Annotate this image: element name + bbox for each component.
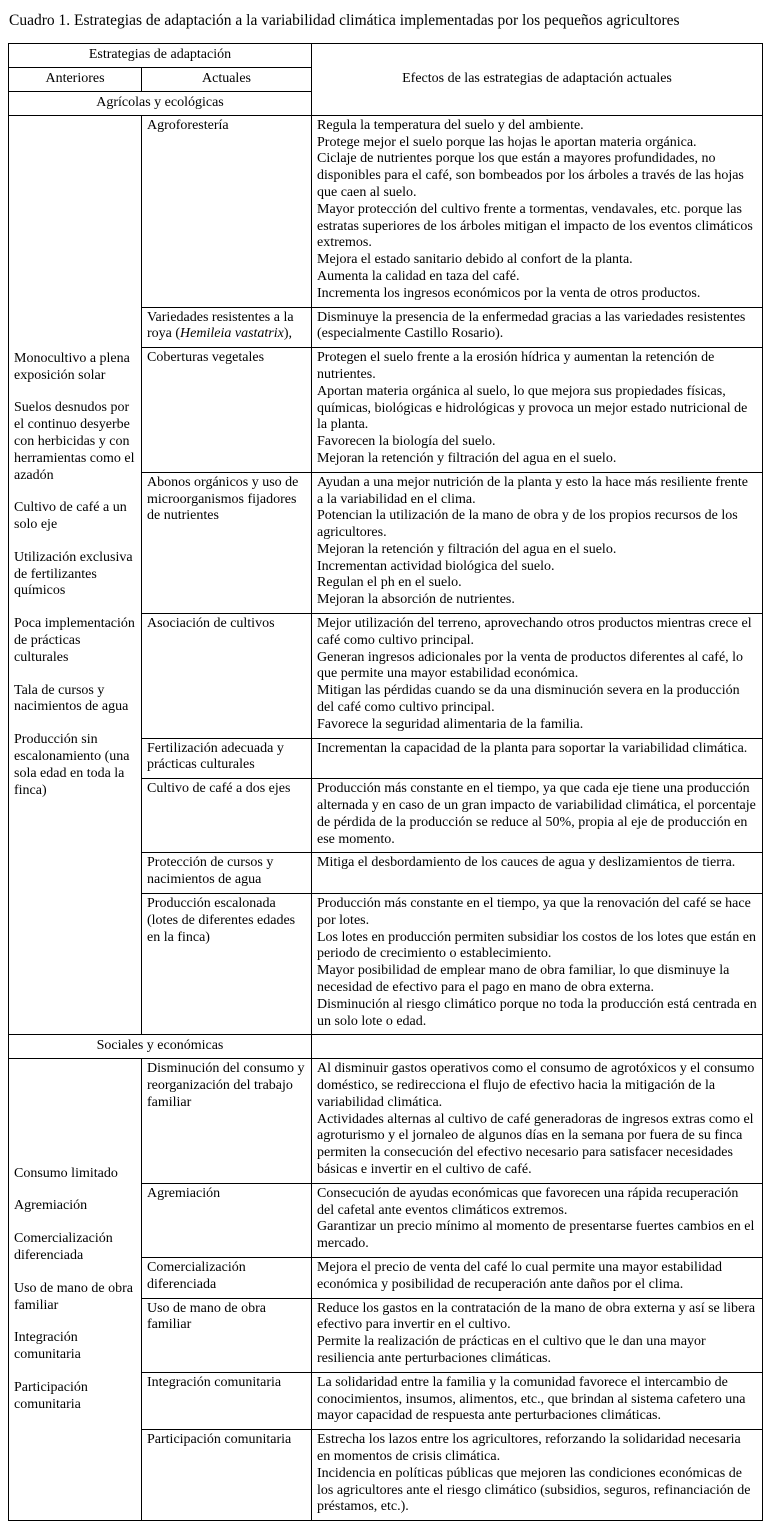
effect-line: Actividades alternas al cultivo de café generadoras de ingresos extras como el agroturismo y el jornaleo de algunos días en la semana por fuera de su finca permiten la consecución del efectivo necesario para satisfacer necesidades básicas e invertir en el cultivo de café.: [317, 1111, 754, 1177]
actual-strategy-cell: Agremiación: [142, 1183, 312, 1257]
previous-strategy-item: Utilización exclusiva de fertilizantes químicos: [14, 549, 133, 599]
actual-strategy-cell: Cultivo de café a dos ejes: [142, 779, 312, 853]
effect-line: Estrecha los lazos entre los agricultores, reforzando la solidaridad necesaria en momentos de crisis climática.: [317, 1432, 741, 1464]
effect-line: Mejoran la retención y filtración del agua en el suelo.: [317, 450, 617, 466]
effect-line: Mejoran la retención y filtración del agua en el suelo.: [317, 541, 617, 557]
effect-line: Mitiga el desbordamiento de los cauces de agua y deslizamientos de tierra.: [317, 855, 736, 871]
effects-cell: [312, 1257, 763, 1298]
empty-cell: [312, 1035, 763, 1059]
effects-cell: [312, 1059, 763, 1184]
table-caption: Cuadro 1. Estrategias de adaptación a la variabilidad climática implementadas por los pequeños agricultores: [9, 12, 680, 29]
effect-line: Mayor posibilidad de emplear mano de obra familiar, lo que disminuye la necesidad de efectivo para el pago en mano de obra externa.: [317, 963, 730, 996]
effects-cell: [312, 1372, 763, 1429]
effect-line: Al disminuir gastos operativos como el consumo de agrotóxicos y el consumo doméstico, se redirecciona el flujo de efectivo hacia la mitigación de la variabilidad climática.: [317, 1061, 755, 1110]
effect-line: Reduce los gastos en la contratación de la mano de obra externa y así se libera efectivo para invertir en el cultivo.: [317, 1300, 756, 1333]
actual-strategy-cell: Comercialización diferenciada: [142, 1257, 312, 1298]
effects-cell: [312, 614, 763, 739]
effect-line: Mejora el estado sanitario debido al confort de la planta.: [317, 252, 633, 268]
effects-cell: [312, 307, 763, 348]
section-header-row-sociales: [9, 1035, 763, 1059]
section-title-agricolas: Agrícolas y ecológicas: [9, 91, 312, 115]
previous-strategy-item: Consumo limitado: [14, 1165, 118, 1181]
previous-strategy-item: Agremiación: [14, 1198, 88, 1214]
header-strategies: Estrategias de adaptación: [9, 44, 312, 68]
header-row-strategies: [9, 44, 763, 68]
effect-line: Regula la temperatura del suelo y del ambiente.: [317, 117, 584, 133]
effect-line: Producción más constante en el tiempo, ya que cada eje tiene una producción alternada y en caso de un gran impacto de variabilidad climática, el porcentaje de pérdida de la producción se reduce al 50%, propia al eje de producción en ese momento.: [317, 781, 756, 847]
actual-strategy-text: Variedades resistentes a la roya (: [147, 309, 294, 342]
effect-line: Mayor protección del cultivo frente a tormentas, vendavales, etc. porque las estratas superiores de los árboles mitigan el impacto de los eventos climáticos extremos.: [317, 201, 753, 251]
previous-strategy-item: Poca implementación de prácticas culturales: [14, 616, 135, 665]
actual-strategy-cell: Abonos orgánicos y uso de microorganismos fijadores de nutrientes: [142, 472, 312, 613]
effects-cell: [312, 738, 763, 779]
effect-line: Favorecen la biología del suelo.: [317, 434, 496, 450]
actual-strategy-cell: Participación comunitaria: [142, 1430, 312, 1521]
effects-cell: [312, 853, 763, 894]
header-previous: Anteriores: [9, 68, 142, 92]
species-name: Hemileia vastatrix: [180, 326, 284, 342]
table-row: [9, 115, 763, 307]
effect-line: Regulan el ph en el suelo.: [317, 575, 462, 591]
previous-strategy-item: Uso de mano de obra familiar: [14, 1280, 133, 1313]
actual-strategy-text: ),: [283, 326, 293, 342]
effect-line: Potencian la utilización de la mano de obra y de los propios recursos de los agricultores.: [317, 508, 738, 541]
effects-cell: [312, 779, 763, 853]
actual-strategy-cell: Disminución del consumo y reorganización del trabajo familiar: [142, 1059, 312, 1184]
previous-strategy-item: Monocultivo a plena exposición solar: [14, 350, 130, 383]
effect-line: Mejor utilización del terreno, aprovechando otros productos mientras crece el café como cultivo principal.: [317, 616, 752, 648]
effect-line: Los lotes en producción permiten subsidiar los costos de los lotes que están en periodo de crecimiento o establecimiento.: [317, 929, 756, 962]
actual-strategy-cell: Asociación de cultivos: [142, 614, 312, 739]
previous-strategies-sociales: [9, 1059, 142, 1521]
effect-line: Incidencia en políticas públicas que mejoren las condiciones económicas de los agricultores ante el riesgo climático (subsidios, seguros, refinanciación de préstamos, etc.).: [317, 1465, 751, 1515]
previous-strategy-item: Comercialización diferenciada: [14, 1231, 113, 1264]
actual-strategy-cell: Fertilización adecuada y prácticas culturales: [142, 738, 312, 779]
header-current: Actuales: [142, 68, 312, 92]
effect-line: Incrementa los ingresos económicos por la venta de otros productos.: [317, 285, 701, 301]
effect-line: Ciclaje de nutrientes porque los que están a mayores profundidades, no disponibles para el café, son bombeados por los árboles a través de las hojas que caen al suelo.: [317, 151, 744, 200]
actual-strategy-cell: Integración comunitaria: [142, 1372, 312, 1429]
effect-line: Incrementan actividad biológica del suelo.: [317, 558, 555, 574]
effect-line: Permite la realización de prácticas en el cultivo que le dan una mayor resiliencia ante perturbaciones climáticas.: [317, 1334, 706, 1366]
effect-line: Mejora el precio de venta del café lo cual permite una mayor estabilidad económica y posibilidad de recuperación ante daños por el clima.: [317, 1259, 723, 1292]
previous-strategy-item: Tala de cursos y nacimientos de agua: [14, 682, 129, 715]
actual-strategy-cell: Protección de cursos y nacimientos de agua: [142, 853, 312, 894]
previous-strategies-agricolas: [9, 115, 142, 1035]
effects-cell: [312, 1298, 763, 1372]
effects-cell: [312, 348, 763, 473]
effects-cell: [312, 472, 763, 613]
effect-line: Garantizar un precio mínimo al momento de presentarse fuertes cambios en el mercado.: [317, 1219, 755, 1252]
effect-line: Producción más constante en el tiempo, ya que la renovación del café se hace por lotes.: [317, 896, 751, 928]
section-title-sociales: Sociales y económicas: [9, 1035, 312, 1059]
actual-strategy-cell: [142, 307, 312, 348]
effect-line: Consecución de ayudas económicas que favorecen una rápida recuperación del cafetal ante eventos climáticos extremos.: [317, 1185, 739, 1218]
effects-cell: [312, 1183, 763, 1257]
actual-strategy-cell: Uso de mano de obra familiar: [142, 1298, 312, 1372]
effect-line: Aportan materia orgánica al suelo, lo que mejora sus propiedades físicas, químicas, biológicas e hidrológicas y provoca un mejor estado nutricional de la planta.: [317, 383, 748, 433]
adaptation-strategies-table: [8, 43, 763, 1521]
effect-line: Aumenta la calidad en taza del café.: [317, 268, 520, 284]
actual-strategy-cell: Producción escalonada (lotes de diferentes edades en la finca): [142, 894, 312, 1035]
previous-strategy-item: Participación comunitaria: [14, 1380, 88, 1412]
actual-strategy-cell: Agroforestería: [142, 115, 312, 307]
previous-strategy-item: Suelos desnudos por el continuo desyerbe con herbicidas y con herramientas como el azadón: [14, 400, 135, 483]
table-row: [9, 1059, 763, 1184]
effect-line: Protegen el suelo frente a la erosión hídrica y aumentan la retención de nutrientes.: [317, 350, 715, 382]
effect-line: La solidaridad entre la familia y la comunidad favorece el intercambio de conocimientos, insumos, alimentos, etc., que brindan al sistema cafetero una mayor capacidad de respuesta ante perturbaciones climáticas.: [317, 1374, 746, 1424]
effect-line: Disminuye la presencia de la enfermedad gracias a las variedades resistentes (especialmente Castillo Rosario).: [317, 309, 746, 342]
effect-line: Protege mejor el suelo porque las hojas le aportan materia orgánica.: [317, 134, 697, 150]
effect-line: Mejoran la absorción de nutrientes.: [317, 592, 515, 608]
effect-line: Generan ingresos adicionales por la venta de productos diferentes al café, lo que permite una mayor estabilidad económica.: [317, 649, 744, 682]
previous-strategy-item: Cultivo de café a un solo eje: [14, 500, 127, 533]
effect-line: Incrementan la capacidad de la planta para soportar la variabilidad climática.: [317, 740, 748, 756]
actual-strategy-cell: Coberturas vegetales: [142, 348, 312, 473]
effect-line: Disminución al riesgo climático porque no toda la producción está centrada en un solo lote o edad.: [317, 996, 757, 1029]
effects-cell: [312, 115, 763, 307]
header-effects: Efectos de las estrategias de adaptación actuales: [312, 44, 763, 115]
previous-strategy-item: Producción sin escalonamiento (una sola edad en toda la finca): [14, 732, 130, 798]
effect-line: Mitigan las pérdidas cuando se da una disminución severa en la producción del café como cultivo principal.: [317, 683, 740, 716]
effects-cell: [312, 1430, 763, 1521]
effect-line: Favorece la seguridad alimentaria de la familia.: [317, 716, 584, 732]
previous-strategy-item: Integración comunitaria: [14, 1330, 81, 1363]
effect-line: Ayudan a una mejor nutrición de la planta y esto la hace más resiliente frente a la variabilidad en el clima.: [317, 474, 748, 507]
effects-cell: [312, 894, 763, 1035]
